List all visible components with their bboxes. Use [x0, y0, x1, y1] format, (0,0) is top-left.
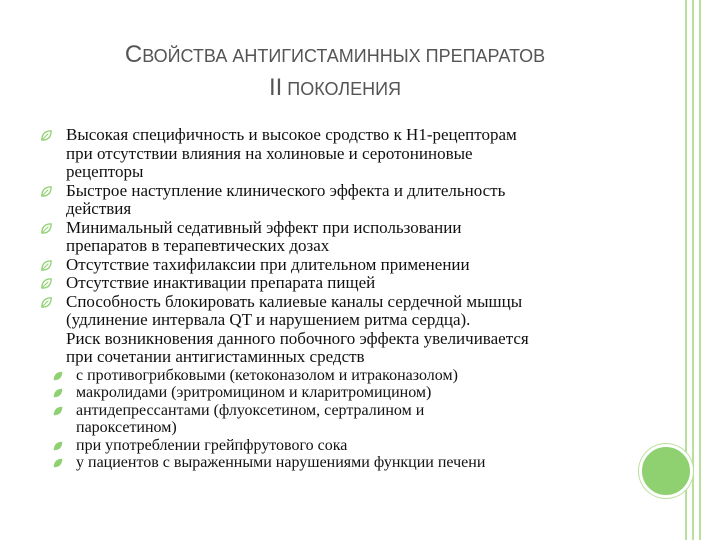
- list-item-line: Высокая специфичность и высокое сродство к Н1-рецепторам: [66, 125, 517, 144]
- list-item: [40, 182, 640, 219]
- title-line-1: [40, 40, 630, 73]
- leaf-bullet-icon: [40, 259, 53, 272]
- bullet-list: [40, 126, 640, 472]
- leaf-bullet-icon: [40, 185, 53, 198]
- leaf-bullet-icon: [52, 405, 64, 417]
- leaf-bullet-icon: [52, 387, 64, 399]
- list-item: [40, 293, 640, 367]
- decorative-border-line: [699, 0, 701, 540]
- list-item: [40, 274, 640, 293]
- list-item-line: Отсутствие инактивации препарата пищей: [66, 273, 376, 292]
- list-item: [40, 126, 640, 182]
- title-line-1-text: ВОЙСТВА АНТИГИСТАМИННЫХ ПРЕПАРАТОВ: [142, 46, 546, 66]
- list-item-line: при сочетании антигистаминных средств: [66, 347, 365, 366]
- list-item-line: препаратов в терапевтических дозах: [66, 236, 330, 255]
- list-item-line: Минимальный седативный эффект при использовании: [66, 217, 462, 237]
- list-item-line: Риск возникновения данного побочного эффекта увеличивается: [66, 328, 529, 348]
- sub-list-item-line: антидепрессантами (флуоксетином, сертралином и: [76, 401, 425, 419]
- list-item-line: действия: [66, 199, 132, 218]
- leaf-bullet-icon: [40, 222, 53, 235]
- list-item-line: Способность блокировать калиевые каналы сердечной мышцы: [66, 291, 523, 311]
- sub-list-item-line: у пациентов с выраженными нарушениями функции печени: [76, 454, 486, 471]
- sub-list-item-line: при употреблении грейпфрутового сока: [76, 436, 348, 454]
- title-line-2-text: ПОКОЛЕНИЯ: [282, 79, 402, 99]
- leaf-bullet-icon: [40, 129, 53, 142]
- leaf-bullet-icon: [52, 370, 64, 382]
- sub-list: [52, 367, 640, 472]
- sub-list-item-line: макролидами (эритромицином и кларитромицином): [76, 384, 432, 401]
- sub-list-item: [52, 454, 640, 472]
- title-line-2: [40, 73, 630, 106]
- list-item-line: Быстрое наступление клинического эффекта и длительность: [66, 180, 506, 200]
- decorative-border-line: [692, 0, 694, 540]
- list-item-line: Отсутствие тахифилаксии при длительном применении: [66, 254, 470, 274]
- sub-list-item-line: пароксетином): [76, 419, 177, 436]
- leaf-bullet-icon: [40, 277, 53, 290]
- slide-title: [40, 40, 630, 106]
- sub-list-item: [52, 367, 640, 385]
- list-item-line: при отсутствии влияния на холиновые и серотониновые: [66, 143, 473, 163]
- leaf-bullet-icon: [52, 457, 64, 469]
- leaf-bullet-icon: [40, 296, 53, 309]
- title-line-1-initial: С: [124, 41, 143, 68]
- decorative-circle: [639, 444, 693, 498]
- title-line-2-initial: II: [268, 74, 283, 101]
- leaf-bullet-icon: [52, 440, 64, 452]
- list-item-line: рецепторы: [66, 162, 144, 181]
- sub-list-item: [52, 402, 640, 437]
- sub-list-item-line: с противогрибковыми (кетоконазолом и итраконазолом): [76, 366, 458, 384]
- list-item: [40, 256, 640, 275]
- sub-list-item: [52, 437, 640, 455]
- list-item: [40, 219, 640, 256]
- list-item-line: (удлинение интервала QT и нарушением ритма сердца).: [66, 310, 471, 329]
- sub-list-item: [52, 384, 640, 402]
